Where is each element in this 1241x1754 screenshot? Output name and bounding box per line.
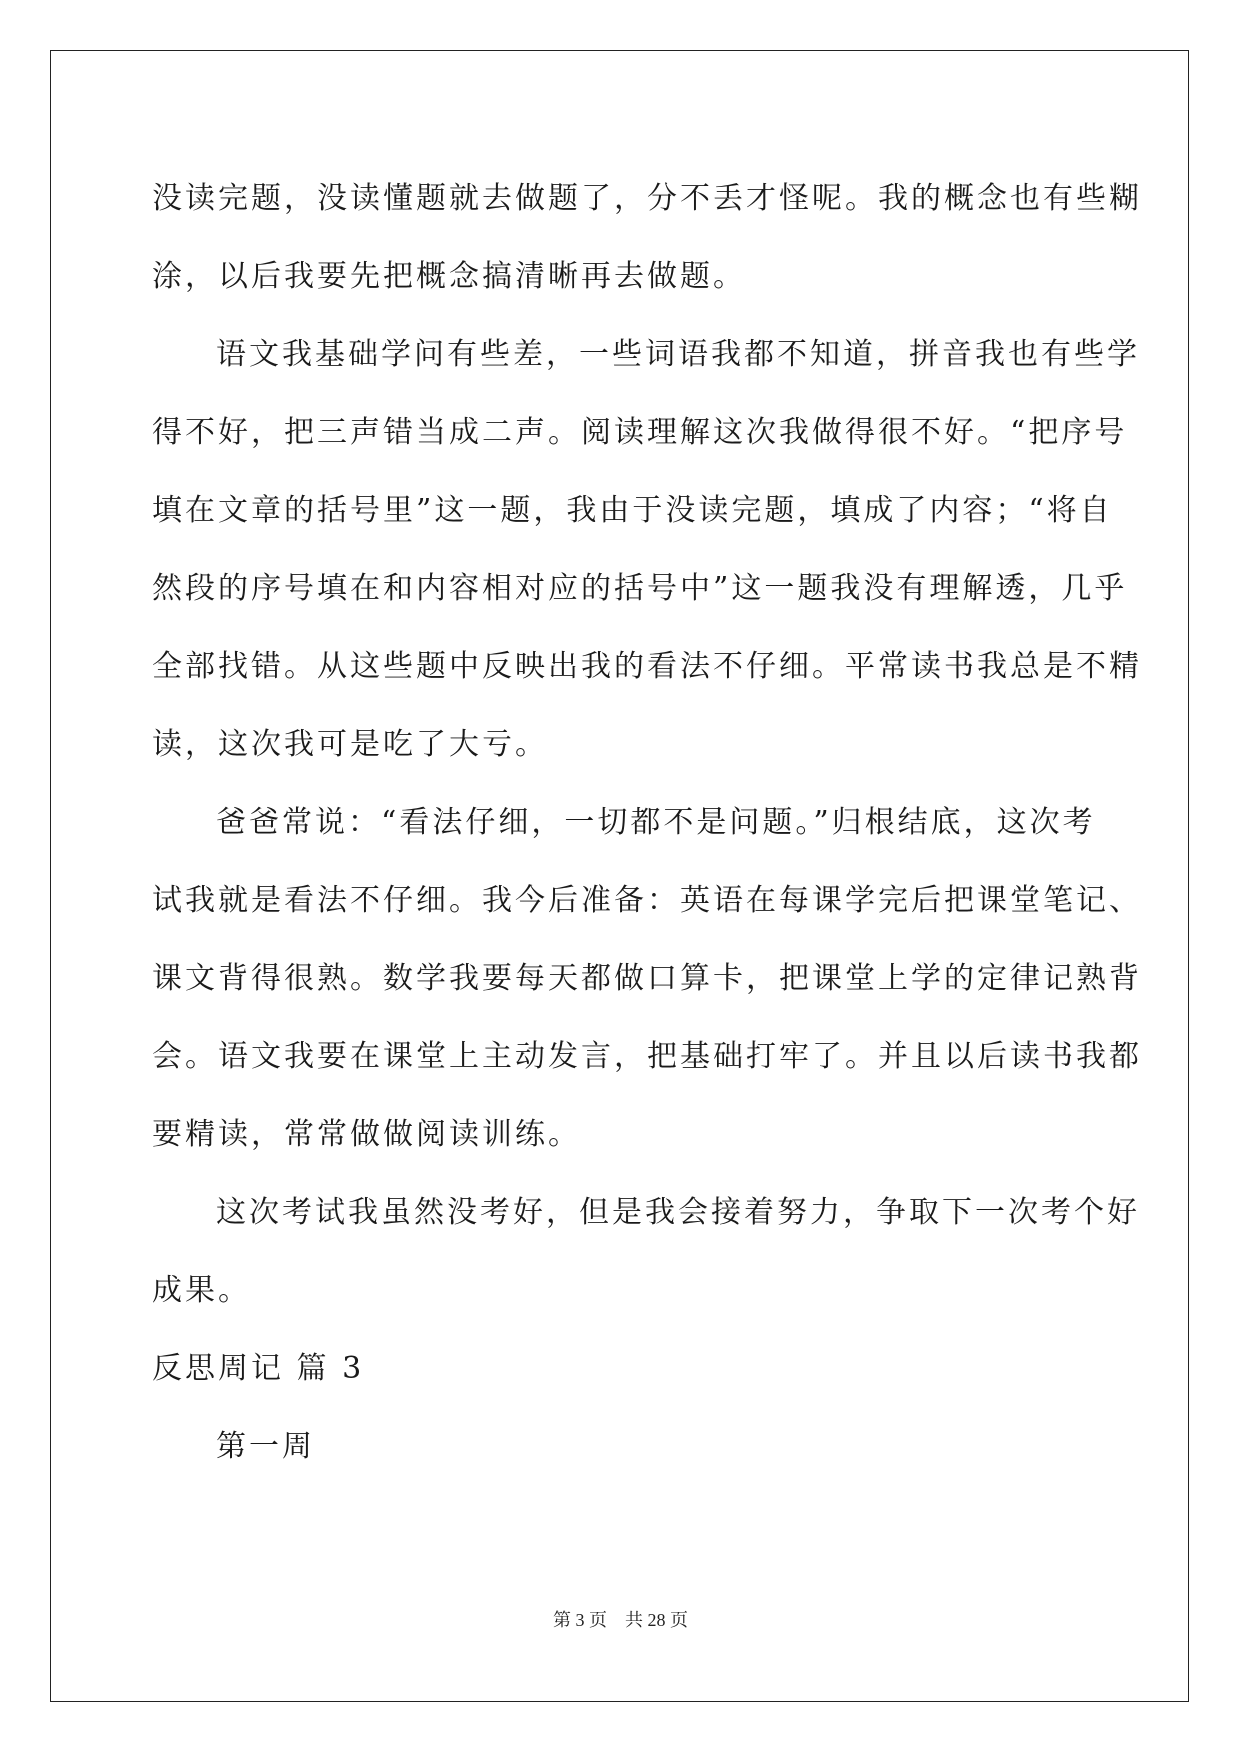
text-line: 全部找错。从这些题中反映出我的看法不仔细。平常读书我总是不精 [152,649,1142,684]
paragraph-start-line: 这次考试我虽然没考好，但是我会接着努力，争取下一次考个好 [216,1195,1140,1230]
text-line: 课文背得很熟。数学我要每天都做口算卡，把课堂上学的定律记熟背 [152,961,1142,996]
paragraph-start-line: 爸爸常说：“看法仔细，一切都不是问题。”归根结底，这次考 [216,805,1096,840]
paragraph-start-line: 语文我基础学问有些差，一些词语我都不知道，拼音我也有些学 [216,337,1140,372]
page-number: 第 3 页 共 28 页 [553,1610,688,1630]
page-footer [0,1606,1241,1632]
text-line: 没读完题，没读懂题就去做题了，分不丢才怪呢。我的概念也有些糊 [152,181,1142,216]
document-body [152,160,1142,1486]
text-line: 填在文章的括号里”这一题，我由于没读完题，填成了内容；“将自 [152,493,1113,528]
text-line: 要精读，常常做做阅读训练。 [152,1117,581,1152]
text-line: 然段的序号填在和内容相对应的括号中”这一题我没有理解透，几乎 [152,571,1128,606]
text-line: 涂，以后我要先把概念搞清晰再去做题。 [152,259,746,294]
section-heading: 反思周记 篇 3 [152,1351,365,1386]
subheading: 第一周 [216,1429,315,1464]
text-line: 成果。 [152,1273,251,1308]
text-line: 试我就是看法不仔细。我今后准备：英语在每课学完后把课堂笔记、 [152,883,1142,918]
text-line: 读，这次我可是吃了大亏。 [152,727,548,762]
text-line: 会。语文我要在课堂上主动发言，把基础打牢了。并且以后读书我都 [152,1039,1142,1074]
text-line: 得不好，把三声错当成二声。阅读理解这次我做得很不好。“把序号 [152,415,1128,450]
